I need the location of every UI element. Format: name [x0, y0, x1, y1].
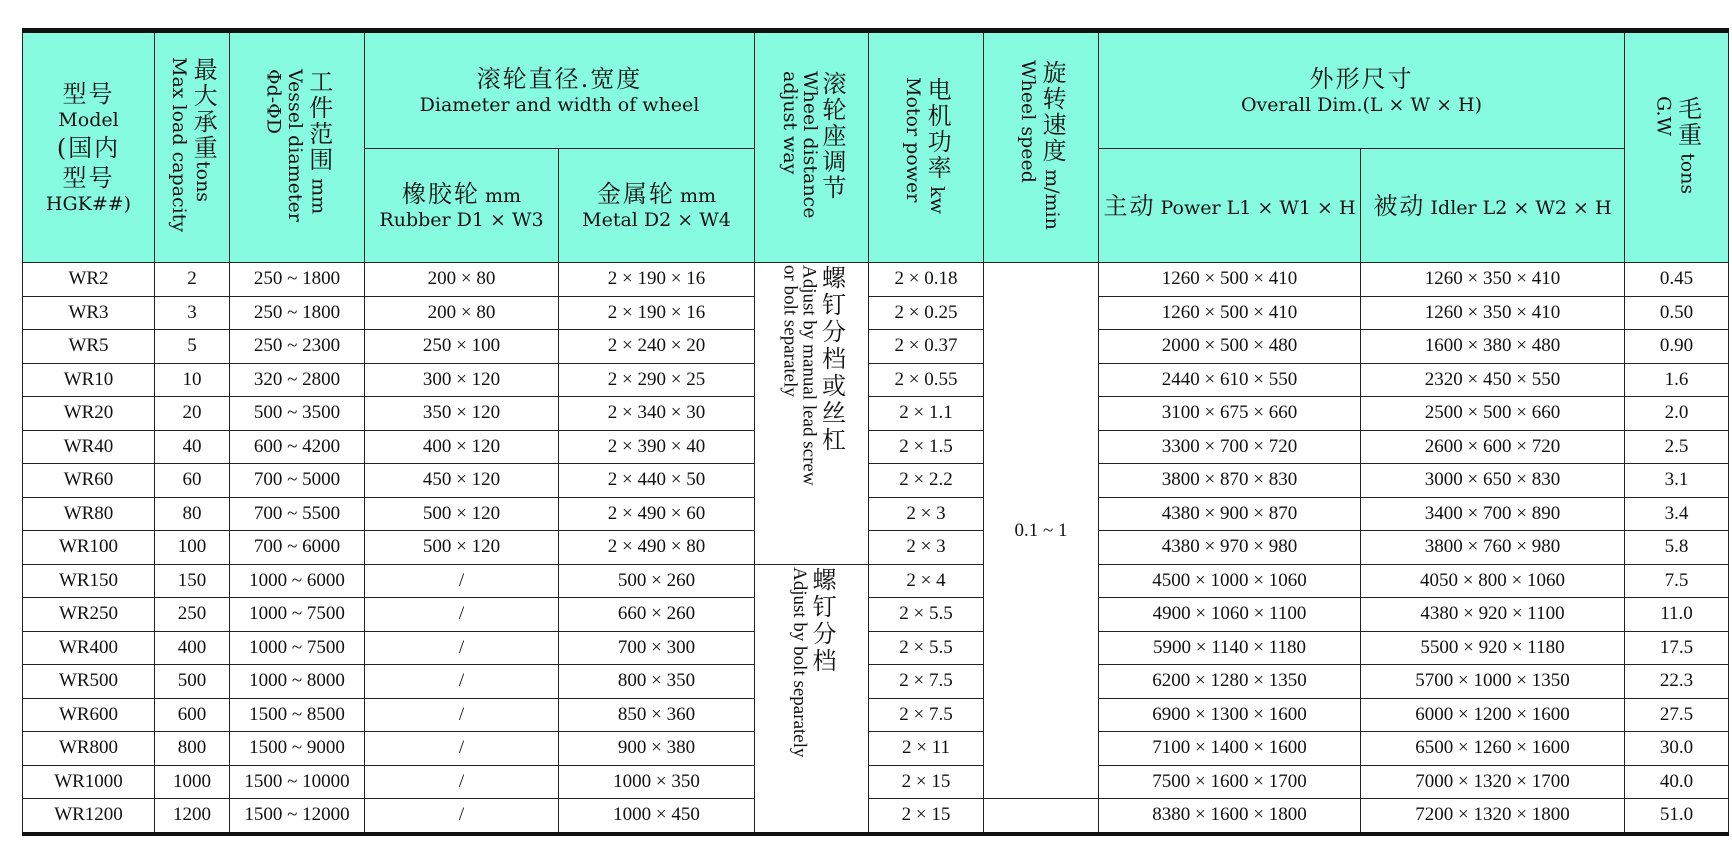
cell-idler: 5700 × 1000 × 1350 — [1361, 665, 1625, 699]
cell-motor: 2 × 7.5 — [869, 698, 984, 732]
cell-gw: 27.5 — [1625, 698, 1729, 732]
cell-gw: 5.8 — [1625, 531, 1729, 565]
cell-metal: 2 × 440 × 50 — [559, 464, 755, 498]
cell-power: 8380 × 1600 × 1800 — [1099, 799, 1361, 834]
cell-gw: 0.45 — [1625, 263, 1729, 297]
cell-power: 3300 × 700 × 720 — [1099, 430, 1361, 464]
cell-metal: 2 × 290 × 25 — [559, 363, 755, 397]
table-row — [23, 397, 1729, 431]
cell-idler: 1600 × 380 × 480 — [1361, 330, 1625, 364]
adjust-bolt-en: Adjust by bolt separately — [789, 566, 810, 757]
cell-idler: 2500 × 500 × 660 — [1361, 397, 1625, 431]
cell-idler: 3400 × 700 × 890 — [1361, 497, 1625, 531]
cell-model: WR20 — [23, 397, 155, 431]
cell-metal: 2 × 190 × 16 — [559, 296, 755, 330]
cell-rubber: 200 × 80 — [365, 263, 559, 297]
cell-power: 3800 × 870 × 830 — [1099, 464, 1361, 498]
cell-rubber: 350 × 120 — [365, 397, 559, 431]
header-overall-cn: 外形尺寸 — [1309, 64, 1414, 93]
cell-load: 400 — [155, 631, 230, 665]
cell-power: 3100 × 675 × 660 — [1099, 397, 1361, 431]
cell-motor: 2 × 7.5 — [869, 665, 984, 699]
cell-vessel: 1000 ~ 8000 — [230, 665, 365, 699]
cell-motor: 2 × 0.55 — [869, 363, 984, 397]
cell-rubber: 300 × 120 — [365, 363, 559, 397]
cell-vessel: 1000 ~ 7500 — [230, 631, 365, 665]
header-vessel-en: Vessel diameter — [283, 68, 306, 222]
cell-idler: 1260 × 350 × 410 — [1361, 296, 1625, 330]
cell-load: 500 — [155, 665, 230, 699]
cell-metal: 700 × 300 — [559, 631, 755, 665]
cell-metal: 1000 × 450 — [559, 799, 755, 834]
cell-vessel: 1000 ~ 7500 — [230, 598, 365, 632]
cell-model: WR1200 — [23, 799, 155, 834]
cell-gw: 3.4 — [1625, 497, 1729, 531]
cell-rubber: / — [365, 665, 559, 699]
header-idler-cn: 被动 — [1373, 191, 1426, 220]
cell-model: WR10 — [23, 363, 155, 397]
cell-vessel: 1500 ~ 8500 — [230, 698, 365, 732]
cell-idler: 5500 × 920 × 1180 — [1361, 631, 1625, 665]
cell-idler: 3800 × 760 × 980 — [1361, 531, 1625, 565]
cell-rubber: 200 × 80 — [365, 296, 559, 330]
cell-rubber: / — [365, 799, 559, 834]
cell-power: 4380 × 900 × 870 — [1099, 497, 1361, 531]
header-vessel — [230, 31, 365, 263]
header-power — [1099, 149, 1361, 263]
adjust-manual-en: Adjust by manual lead screw — [798, 265, 820, 486]
table-body — [23, 263, 1729, 834]
cell-model: WR5 — [23, 330, 155, 364]
cell-power: 6200 × 1280 × 1350 — [1099, 665, 1361, 699]
header-model — [23, 31, 155, 263]
roller-spec-table — [22, 28, 1729, 836]
header-rubber — [365, 149, 559, 263]
header-model-cn: 型号 — [62, 79, 115, 108]
cell-model: WR3 — [23, 296, 155, 330]
header-rubber-cn: 橡胶轮 — [401, 179, 480, 208]
table-row — [23, 330, 1729, 364]
cell-load: 80 — [155, 497, 230, 531]
header-speed-unit: m/min — [1041, 169, 1064, 230]
cell-load: 10 — [155, 363, 230, 397]
cell-gw: 11.0 — [1625, 598, 1729, 632]
cell-vessel: 250 ~ 1800 — [230, 263, 365, 297]
cell-gw: 1.6 — [1625, 363, 1729, 397]
cell-rubber: 250 × 100 — [365, 330, 559, 364]
cell-model: WR800 — [23, 732, 155, 766]
cell-load: 60 — [155, 464, 230, 498]
cell-power: 2000 × 500 × 480 — [1099, 330, 1361, 364]
table-row — [23, 497, 1729, 531]
cell-model: WR60 — [23, 464, 155, 498]
header-adjust — [755, 31, 869, 263]
cell-motor: 2 × 11 — [869, 732, 984, 766]
cell-power: 4380 × 970 × 980 — [1099, 531, 1361, 565]
cell-load: 20 — [155, 397, 230, 431]
header-metal-unit: mm — [680, 184, 717, 207]
header-overall-en: Overall Dim.(L × W × H) — [1240, 93, 1483, 116]
header-rubber-unit: mm — [485, 184, 522, 207]
cell-idler: 3000 × 650 × 830 — [1361, 464, 1625, 498]
cell-load: 800 — [155, 732, 230, 766]
header-wheel-cn: 滚轮直径.宽度 — [476, 64, 643, 93]
cell-metal: 2 × 490 × 60 — [559, 497, 755, 531]
adjust-bolt-cn: 螺钉分档 — [808, 566, 834, 675]
cell-motor: 2 × 5.5 — [869, 631, 984, 665]
cell-gw: 7.5 — [1625, 564, 1729, 598]
cell-metal: 2 × 190 × 16 — [559, 263, 755, 297]
cell-power: 1260 × 500 × 410 — [1099, 296, 1361, 330]
cell-model: WR600 — [23, 698, 155, 732]
header-power-cn: 主动 — [1103, 191, 1156, 220]
cell-metal: 2 × 240 × 20 — [559, 330, 755, 364]
cell-model: WR2 — [23, 263, 155, 297]
table-header — [23, 31, 1729, 263]
cell-motor: 2 × 0.37 — [869, 330, 984, 364]
table-row — [23, 631, 1729, 665]
cell-gw: 22.3 — [1625, 665, 1729, 699]
header-gw-cn: 毛重 — [1673, 95, 1702, 148]
cell-model: WR40 — [23, 430, 155, 464]
header-idler — [1361, 149, 1625, 263]
wheel-speed-cell: 0.1 ~ 1 — [984, 263, 1099, 799]
cell-power: 4900 × 1060 × 1100 — [1099, 598, 1361, 632]
header-overall — [1099, 31, 1625, 149]
header-motor-cn: 电机功率 — [923, 76, 952, 181]
cell-motor: 2 × 15 — [869, 799, 984, 834]
cell-vessel: 1500 ~ 12000 — [230, 799, 365, 834]
cell-metal: 2 × 390 × 40 — [559, 430, 755, 464]
cell-idler: 1260 × 350 × 410 — [1361, 263, 1625, 297]
cell-motor: 2 × 3 — [869, 531, 984, 565]
table-row — [23, 598, 1729, 632]
cell-model: WR80 — [23, 497, 155, 531]
table-row — [23, 765, 1729, 799]
cell-vessel: 1000 ~ 6000 — [230, 564, 365, 598]
wheel-speed-empty-cell — [984, 799, 1099, 834]
cell-load: 600 — [155, 698, 230, 732]
cell-idler: 2320 × 450 × 550 — [1361, 363, 1625, 397]
cell-metal: 660 × 260 — [559, 598, 755, 632]
table-row — [23, 430, 1729, 464]
header-metal-en: Metal D2 × W4 — [582, 208, 731, 231]
cell-gw: 2.5 — [1625, 430, 1729, 464]
cell-power: 6900 × 1300 × 1600 — [1099, 698, 1361, 732]
cell-motor: 2 × 4 — [869, 564, 984, 598]
header-model-en: Model — [58, 108, 119, 131]
cell-vessel: 250 ~ 1800 — [230, 296, 365, 330]
cell-metal: 1000 × 350 — [559, 765, 755, 799]
cell-load: 1200 — [155, 799, 230, 834]
cell-gw: 30.0 — [1625, 732, 1729, 766]
cell-motor: 2 × 5.5 — [869, 598, 984, 632]
cell-metal: 500 × 260 — [559, 564, 755, 598]
cell-load: 150 — [155, 564, 230, 598]
cell-gw: 40.0 — [1625, 765, 1729, 799]
cell-rubber: / — [365, 598, 559, 632]
cell-idler: 7000 × 1320 × 1700 — [1361, 765, 1625, 799]
cell-vessel: 700 ~ 6000 — [230, 531, 365, 565]
cell-idler: 6500 × 1260 × 1600 — [1361, 732, 1625, 766]
cell-motor: 2 × 15 — [869, 765, 984, 799]
header-max-load-cn: 最大承重 — [189, 57, 218, 162]
cell-vessel: 500 ~ 3500 — [230, 397, 365, 431]
cell-power: 1260 × 500 × 410 — [1099, 263, 1361, 297]
header-metal-cn: 金属轮 — [596, 179, 675, 208]
header-wheel — [365, 31, 755, 149]
header-model-cn2b: 型号 — [62, 163, 115, 192]
adjust-manual-cell — [755, 263, 869, 565]
cell-load: 250 — [155, 598, 230, 632]
cell-metal: 900 × 380 — [559, 732, 755, 766]
cell-vessel: 250 ~ 2300 — [230, 330, 365, 364]
cell-motor: 2 × 0.25 — [869, 296, 984, 330]
header-max-load — [155, 31, 230, 263]
cell-load: 40 — [155, 430, 230, 464]
header-vessel-symbol: Φd-ΦD — [262, 68, 285, 134]
cell-model: WR400 — [23, 631, 155, 665]
cell-rubber: / — [365, 631, 559, 665]
cell-rubber: / — [365, 765, 559, 799]
cell-power: 5900 × 1140 × 1180 — [1099, 631, 1361, 665]
cell-idler: 4380 × 920 × 1100 — [1361, 598, 1625, 632]
cell-power: 7100 × 1400 × 1600 — [1099, 732, 1361, 766]
cell-vessel: 600 ~ 4200 — [230, 430, 365, 464]
header-speed-en: Wheel speed — [1017, 60, 1040, 184]
cell-motor: 2 × 3 — [869, 497, 984, 531]
cell-load: 1000 — [155, 765, 230, 799]
cell-load: 2 — [155, 263, 230, 297]
cell-rubber: 400 × 120 — [365, 430, 559, 464]
cell-load: 100 — [155, 531, 230, 565]
cell-power: 7500 × 1600 × 1700 — [1099, 765, 1361, 799]
cell-gw: 0.50 — [1625, 296, 1729, 330]
table-row — [23, 665, 1729, 699]
table-row — [23, 363, 1729, 397]
cell-gw: 0.90 — [1625, 330, 1729, 364]
cell-rubber: / — [365, 698, 559, 732]
cell-metal: 800 × 350 — [559, 665, 755, 699]
cell-model: WR100 — [23, 531, 155, 565]
header-rubber-en: Rubber D1 × W3 — [379, 208, 544, 231]
cell-model: WR250 — [23, 598, 155, 632]
cell-metal: 850 × 360 — [559, 698, 755, 732]
cell-load: 5 — [155, 330, 230, 364]
header-gw — [1625, 31, 1729, 263]
header-motor-unit: kw — [926, 185, 949, 214]
cell-vessel: 700 ~ 5500 — [230, 497, 365, 531]
header-model-en2: HGK##) — [45, 192, 132, 215]
cell-idler: 6000 × 1200 × 1600 — [1361, 698, 1625, 732]
cell-idler: 2600 × 600 × 720 — [1361, 430, 1625, 464]
cell-model: WR500 — [23, 665, 155, 699]
cell-idler: 7200 × 1320 × 1800 — [1361, 799, 1625, 834]
adjust-bolt-cell — [755, 564, 869, 834]
cell-vessel: 700 ~ 5000 — [230, 464, 365, 498]
cell-rubber: / — [365, 564, 559, 598]
header-motor — [869, 31, 984, 263]
cell-rubber: 500 × 120 — [365, 497, 559, 531]
spec-table-wrapper — [22, 28, 1728, 836]
cell-vessel: 320 ~ 2800 — [230, 363, 365, 397]
cell-motor: 2 × 0.18 — [869, 263, 984, 297]
table-row — [23, 296, 1729, 330]
table-row — [23, 263, 1729, 297]
cell-load: 3 — [155, 296, 230, 330]
cell-power: 4500 × 1000 × 1060 — [1099, 564, 1361, 598]
header-adjust-en2: adjust way — [778, 71, 801, 175]
header-power-en: Power L1 × W1 × H — [1160, 196, 1356, 219]
table-row — [23, 564, 1729, 598]
header-adjust-en: Wheel distance — [798, 71, 821, 219]
cell-gw: 3.1 — [1625, 464, 1729, 498]
header-speed — [984, 31, 1099, 263]
cell-model: WR150 — [23, 564, 155, 598]
cell-metal: 2 × 490 × 80 — [559, 531, 755, 565]
cell-rubber: 450 × 120 — [365, 464, 559, 498]
header-metal — [559, 149, 755, 263]
table-row — [23, 732, 1729, 766]
cell-vessel: 1500 ~ 10000 — [230, 765, 365, 799]
cell-model: WR1000 — [23, 765, 155, 799]
header-max-load-en: Max load capacity — [168, 57, 191, 233]
header-vessel-unit: mm — [307, 177, 330, 214]
table-row — [23, 531, 1729, 565]
cell-metal: 2 × 340 × 30 — [559, 397, 755, 431]
cell-motor: 2 × 2.2 — [869, 464, 984, 498]
table-row — [23, 698, 1729, 732]
header-adjust-cn: 滚轮座调节 — [818, 71, 847, 202]
header-gw-unit: tons — [1676, 153, 1699, 195]
cell-rubber: 500 × 120 — [365, 531, 559, 565]
cell-gw: 51.0 — [1625, 799, 1729, 834]
cell-gw: 17.5 — [1625, 631, 1729, 665]
cell-rubber: / — [365, 732, 559, 766]
header-max-load-unit: tons — [192, 161, 215, 203]
adjust-manual-en2: or bolt separately — [779, 265, 801, 397]
cell-vessel: 1500 ~ 9000 — [230, 732, 365, 766]
table-row — [23, 464, 1729, 498]
header-gw-en: G.W — [1652, 95, 1675, 136]
header-speed-cn: 旋转速度 — [1038, 60, 1067, 165]
adjust-manual-cn: 螺钉分档或丝杠 — [817, 265, 844, 454]
header-wheel-en: Diameter and width of wheel — [419, 93, 700, 116]
cell-idler: 4050 × 800 × 1060 — [1361, 564, 1625, 598]
header-vessel-cn: 工件范围 — [304, 68, 333, 173]
header-idler-en: Idler L2 × W2 × H — [1430, 196, 1612, 219]
cell-gw: 2.0 — [1625, 397, 1729, 431]
header-model-cn2a: (国内 — [56, 133, 121, 162]
cell-motor: 2 × 1.1 — [869, 397, 984, 431]
cell-motor: 2 × 1.5 — [869, 430, 984, 464]
header-motor-en: Motor power — [902, 76, 925, 202]
cell-power: 2440 × 610 × 550 — [1099, 363, 1361, 397]
table-row — [23, 799, 1729, 834]
